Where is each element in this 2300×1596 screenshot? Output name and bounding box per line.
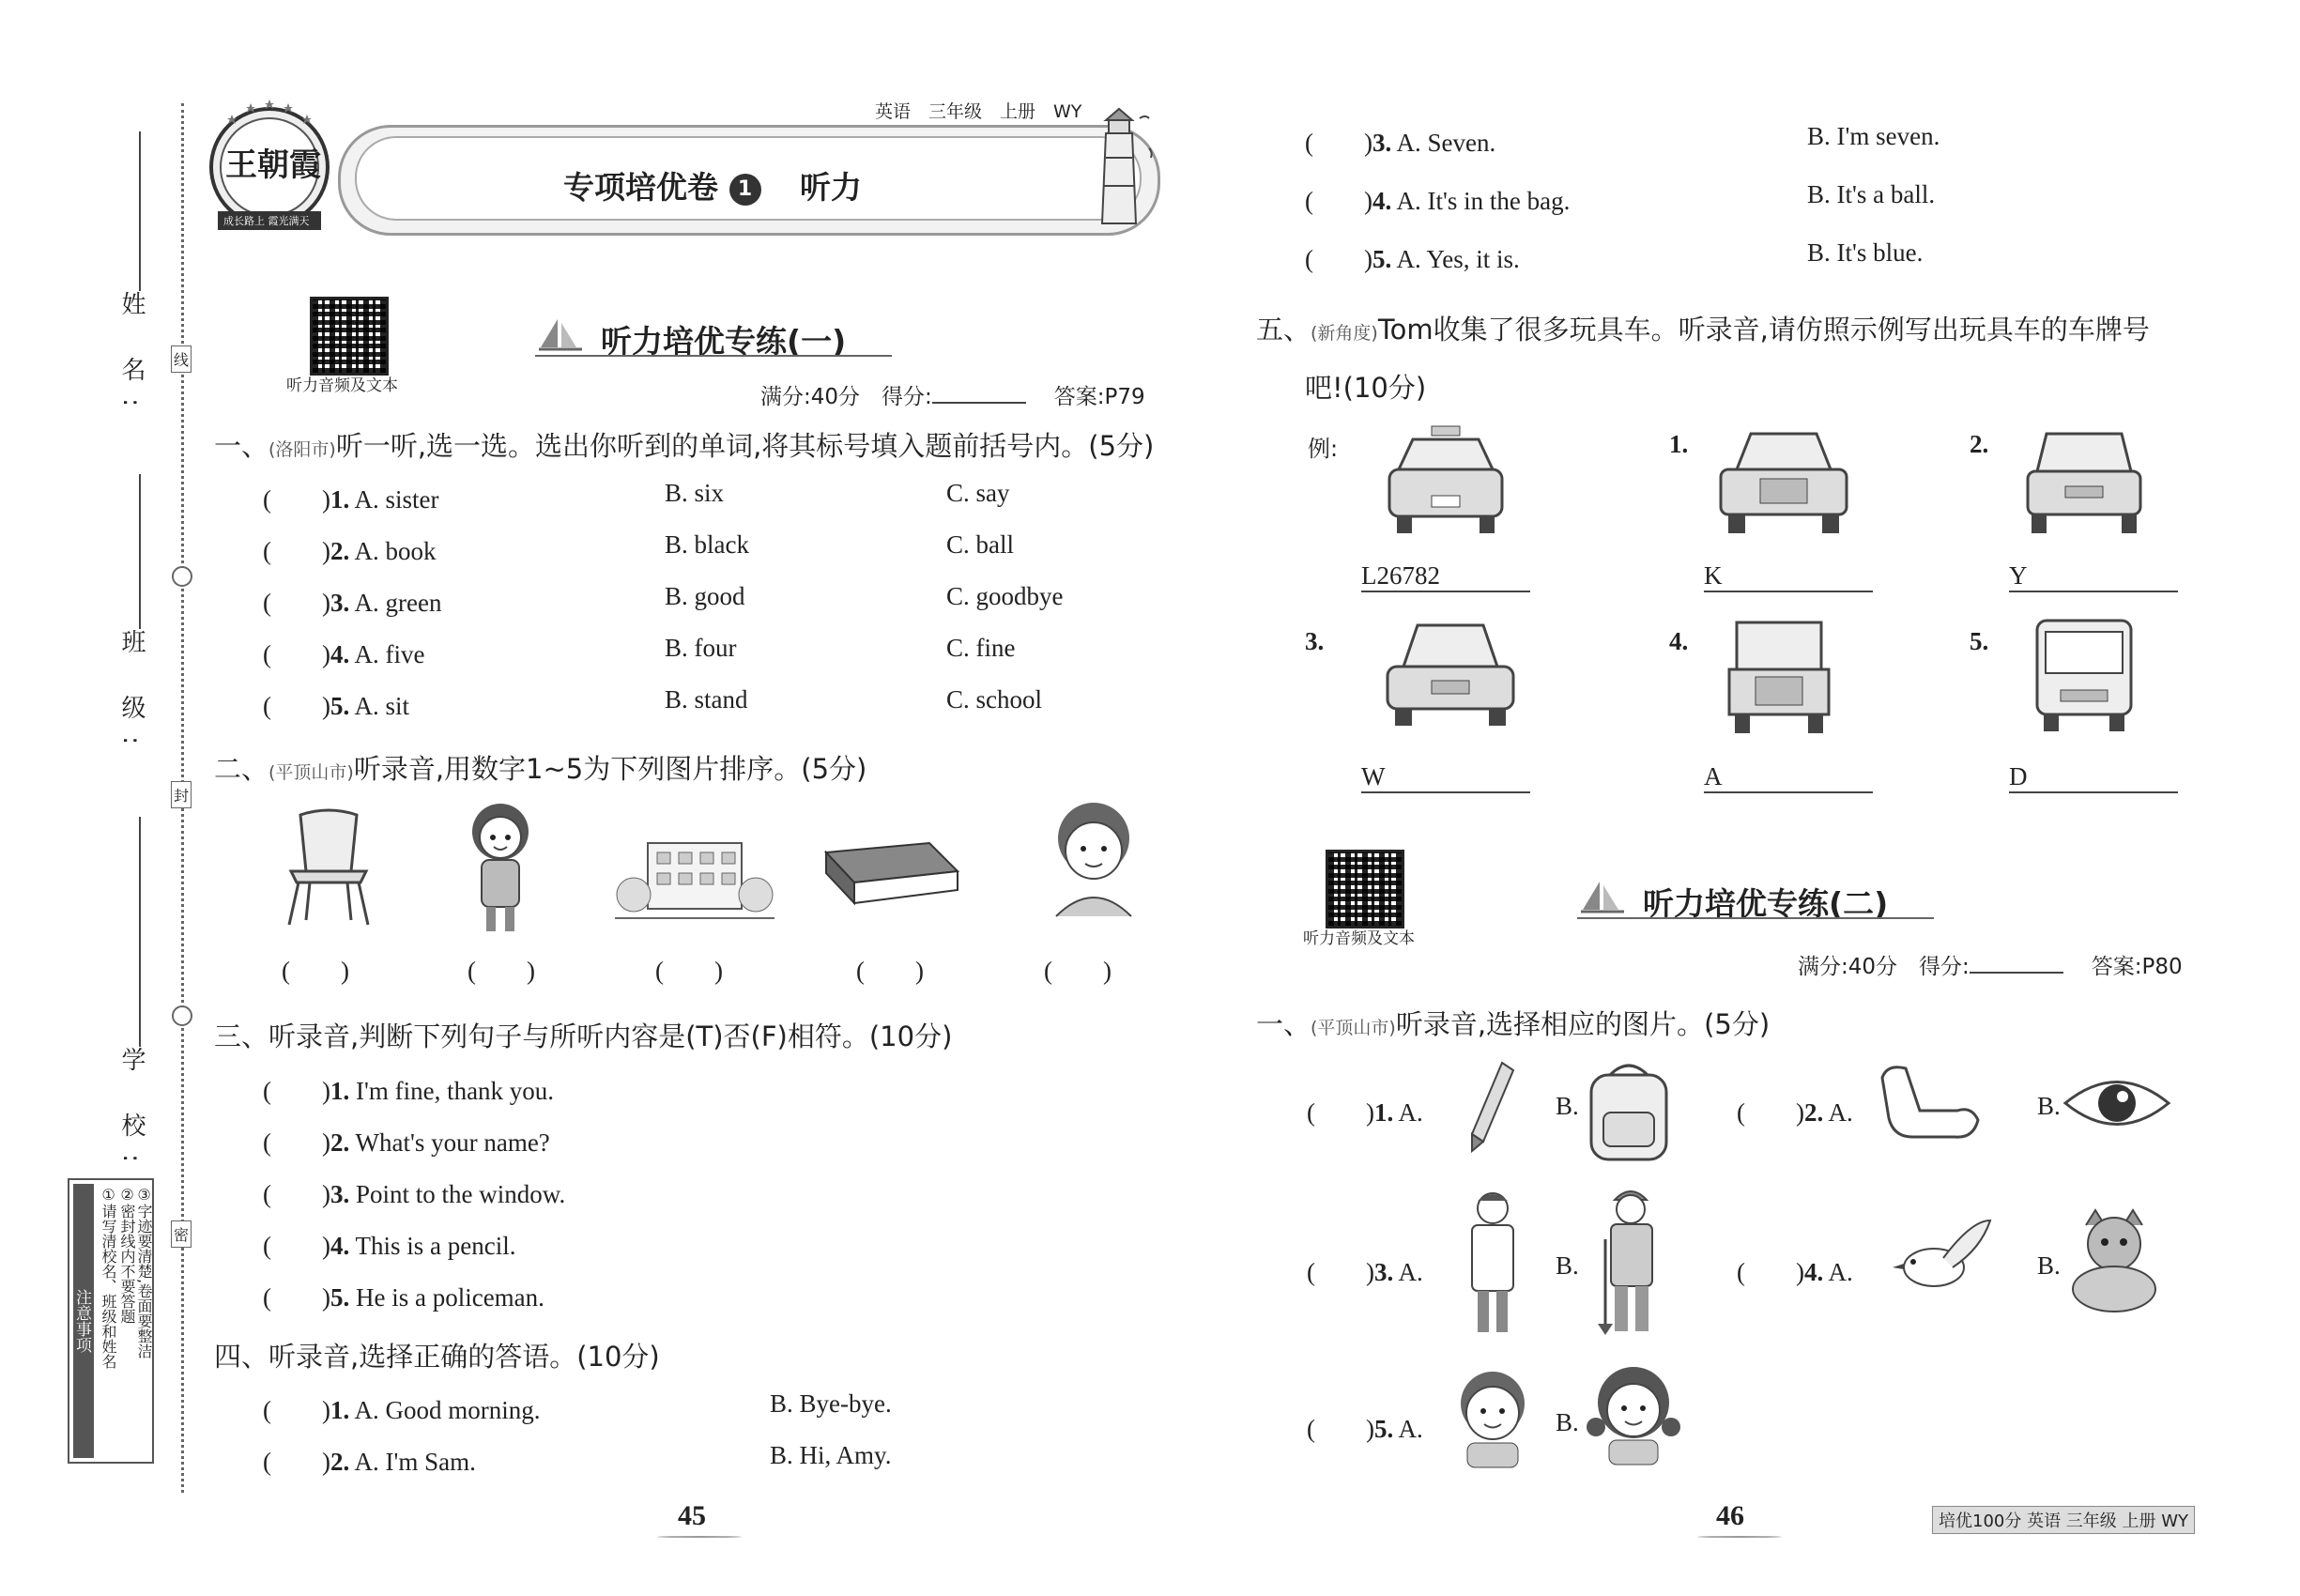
q1-region: (洛阳市) [268,439,336,460]
note-2: ②密封线内不要答题 [118,1186,136,1324]
q5-heading [1256,309,2150,347]
sailboat-icon [537,315,584,357]
q1-option-a: A. sit [354,692,410,720]
q4-option-b: B. Bye-bye. [770,1389,892,1418]
note-3: ③字迹要清楚,卷面要整洁 [135,1186,153,1359]
q4-item [1305,238,2244,297]
q4-option-a: A. It's in the bag. [1396,187,1571,215]
q3-item [263,1070,1108,1122]
q5-number: 五、 [1256,314,1311,345]
school-label: 学 校: [117,1047,146,1180]
q1-option-a: A. green [354,589,442,617]
q5-text: Tom收集了很多玩具车。听录音,请仿照示例写出玩具车的车牌号 [1377,314,2150,345]
note-1: ①请写清校名、班级和姓名 [100,1186,117,1369]
q1-option-b: B. four [665,634,737,662]
q3-item [263,1225,1108,1277]
name-label: 姓 名: [117,291,146,424]
s2-option-b: B. [1556,1092,1579,1120]
cat-icon [2058,1206,2170,1314]
q1-item [263,634,1202,685]
q4-item-number: 4. [1372,187,1392,215]
plate-5-prefix: D [2009,762,2028,790]
s2-item-number: 3. [1373,1258,1394,1286]
plate-1[interactable] [1704,561,1873,592]
section-title-2-underline [1577,917,1934,919]
s2-option-b: B. [2037,1251,2061,1280]
q1-item [263,530,1202,582]
qr-code-right[interactable] [1326,850,1404,928]
seal-circle-1 [172,566,192,587]
q3-item [263,1277,1108,1328]
q1-item-number: 5. [330,692,350,720]
s2-option-a: A. [1828,1098,1853,1127]
q1-option-c: C. ball [946,530,1014,559]
school-line[interactable] [139,817,141,1047]
q2-region: (平顶山市) [268,762,354,783]
class-label: 班 级: [117,629,146,762]
answer-bracket[interactable]: ( ) [263,537,330,565]
example-label: 例: [1308,436,1339,462]
s2-option-a: A. [1398,1258,1423,1286]
q4-option-b: B. It's a ball. [1807,180,1936,208]
answer-bracket[interactable]: ( ) [263,640,330,668]
answer-bracket[interactable]: ( ) [1305,129,1372,157]
q3-item-text: He is a policeman. [355,1283,544,1312]
plate-5[interactable] [2009,762,2178,793]
q1-number: 一、 [214,430,269,462]
q1-item-number: 2. [330,537,350,565]
schoolbag-icon [1577,1056,1680,1164]
q4-cont-list [1305,122,2244,297]
answer-bracket[interactable]: ( ) [1307,1098,1374,1127]
s2-item-number: 2. [1803,1098,1824,1127]
q2-heading [214,748,866,787]
q1-item-number: 4. [330,640,350,668]
q3-item-text: What's your name? [355,1128,550,1157]
s2-option-b: B. [2037,1092,2061,1120]
q1-option-c: C. fine [946,634,1016,662]
answer-bracket[interactable]: ( ) [263,1232,330,1260]
boy-face-icon [1450,1366,1535,1469]
q1-item-number: 1. [330,485,350,514]
q3-item-text: I'm fine, thank you. [355,1077,555,1105]
q4-item [1305,122,2244,180]
q4-item-number: 1. [330,1396,350,1424]
book-icon [817,834,967,918]
plate-3-prefix: W [1361,762,1386,790]
page-number-left: 45 [678,1500,706,1531]
q3-item-number: 2. [330,1128,350,1157]
answer-ref-2: 答案:P80 [2091,955,2183,979]
q1-option-b: B. six [665,479,725,507]
answer-bracket[interactable]: ( ) [1305,245,1372,273]
s2-item-number: 4. [1803,1258,1824,1286]
score-label-2: 满分:40分 得分: [1798,955,1970,979]
q3-item-number: 4. [330,1232,350,1260]
section-title-2: 听力培优专练(二) [1643,885,1889,922]
paper-title-text: 专项培优卷 [563,169,718,206]
s2-q1-number: 一、 [1256,1008,1311,1040]
s2-q1-text: 听录音,选择相应的图片。(5分) [1395,1008,1771,1040]
class-line[interactable] [139,474,141,629]
s2-option-a: A. [1398,1415,1423,1443]
answer-bracket[interactable]: ( ) [263,1077,330,1105]
q1-list [263,479,1202,737]
doctor-icon [1455,1188,1530,1338]
q1-option-c: C. goodbye [946,582,1064,610]
qr-label-left: 听力音频及文本 [286,376,398,395]
answer-bracket[interactable]: ( ) [468,957,535,985]
s2-item-4 [1737,1251,2300,1289]
plate-4[interactable] [1704,762,1873,793]
q4-item [263,1389,1108,1441]
s2-option-b: B. [1556,1408,1579,1436]
girl-face-icon [1587,1361,1680,1469]
answer-bracket[interactable]: ( ) [263,1448,330,1476]
answer-bracket[interactable]: ( ) [263,1180,330,1208]
sailboat-icon [1579,878,1626,919]
paper-title [563,163,862,207]
q4-option-a: A. Good morning. [354,1396,541,1424]
page-number-left-swoosh [657,1536,742,1538]
q1-option-a: A. book [354,537,437,565]
name-line[interactable] [139,131,141,291]
score-line-2 [1798,949,2183,980]
q4-option-a: A. I'm Sam. [354,1448,476,1476]
q4-item-number: 5. [1372,245,1392,273]
s2-item-number: 1. [1373,1098,1394,1127]
s2-q1-region: (平顶山市) [1311,1018,1396,1038]
s2-item-number: 5. [1373,1415,1394,1443]
q2-text: 听录音,用数字1~5为下列图片排序。(5分) [353,753,867,785]
q4-heading: 四、听录音,选择正确的答语。(10分) [214,1341,660,1373]
plate-1-prefix: K [1704,561,1723,590]
s2-option-a: A. [1398,1098,1423,1127]
bird-icon [1887,1211,2000,1314]
taxi-car-icon [1380,422,1511,540]
score-label-1: 满分:40分 得分: [760,385,932,409]
q2-answer-row [282,950,1173,988]
s2-option-b: B. [1556,1251,1579,1280]
q1-item [263,479,1202,530]
answer-bracket[interactable]: ( ) [856,957,924,985]
section-title-1-underline [535,355,892,357]
s2-q1-heading [1256,1004,1770,1042]
q1-item [263,582,1202,634]
q1-option-b: B. good [665,582,745,610]
q4-list [263,1389,1108,1493]
q3-item-number: 3. [330,1180,350,1208]
answer-bracket[interactable]: ( ) [263,1283,330,1312]
q5-heading-cont: 吧!(10分) [1305,372,1427,404]
q1-item [263,685,1202,737]
answer-bracket[interactable]: ( ) [263,485,330,514]
q3-item [263,1174,1108,1225]
q1-heading [214,425,1154,464]
answer-bracket[interactable]: ( ) [263,589,330,617]
q1-option-a: A. five [354,640,425,668]
car-label-3: 3. [1305,627,1325,655]
answer-bracket[interactable]: ( ) [263,1128,330,1157]
q3-list [263,1070,1108,1328]
minivan-icon [2018,422,2150,540]
sedan-car-icon [1380,615,1521,732]
plate-3[interactable] [1361,762,1530,793]
worker-icon [1588,1183,1673,1338]
arm-icon [1873,1059,1986,1153]
q1-option-a: A. sister [354,485,439,514]
bus-icon [2023,615,2145,737]
q4-option-a: A. Yes, it is. [1396,245,1520,273]
plate-2[interactable] [2009,561,2178,592]
s2-option-a: A. [1828,1258,1853,1286]
q4-item [1305,180,2244,238]
brand-logo [199,94,340,235]
q1-text: 听一听,选一选。选出你听到的单词,将其标号填入题前括号内。(5分) [335,430,1155,462]
girl-icon [449,796,552,937]
answer-bracket[interactable]: ( ) [1307,1415,1374,1443]
plate-example-text: L26782 [1361,561,1440,590]
q3-item-number: 1. [330,1077,350,1105]
answer-ref-1: 答案:P79 [1053,385,1145,409]
answer-bracket[interactable]: ( ) [263,1396,330,1424]
q2-number: 二、 [214,753,269,785]
q1-option-c: C. school [946,685,1043,714]
answer-bracket[interactable]: ( ) [1737,1258,1804,1286]
q4-item [263,1441,1108,1493]
qr-code-left[interactable] [310,297,389,376]
page-number-right: 46 [1716,1500,1744,1531]
q4-option-b: B. I'm seven. [1807,122,1940,150]
seal-mark-dense: 密 [171,1220,192,1248]
section-title-1: 听力培优专练(一) [601,323,847,360]
truck-icon [1718,615,1840,737]
qr-label-right: 听力音频及文本 [1303,929,1415,948]
car-label-4: 4. [1669,627,1689,655]
q1-item-number: 3. [330,589,350,617]
logo-text: 王朝霞 [225,146,321,184]
q4-option-b: B. It's blue. [1807,238,1924,267]
score-blank-2[interactable] [1970,972,2063,974]
score-blank-1[interactable] [932,402,1026,404]
school-icon [615,815,774,928]
footer-tag: 培优100分 英语 三年级 上册 WY [1932,1506,2195,1534]
notes-box [68,1178,154,1464]
q3-heading: 三、听录音,判断下列句子与所听内容是(T)否(F)相符。(10分) [214,1021,953,1052]
logo-sub: 成长路上 霞光满天 [223,215,310,227]
boy-icon [1033,796,1155,918]
lighthouse-icon [1078,101,1162,233]
car-label-2: 2. [1970,430,1989,458]
answer-bracket[interactable]: ( ) [1044,957,1112,985]
score-line-1 [760,379,1145,410]
vintage-car-icon [1713,422,1854,540]
answer-bracket[interactable]: ( ) [282,957,349,985]
s2-item-2 [1737,1092,2300,1129]
q4-option-b: B. Hi, Amy. [770,1441,892,1469]
q3-item-text: This is a pencil. [355,1232,516,1260]
plate-example [1361,561,1530,592]
answer-bracket[interactable]: ( ) [1737,1098,1804,1127]
paper-topic: 听力 [800,169,862,206]
notes-title: 注意事项 [73,1184,94,1458]
seal-mark-line: 线 [171,345,192,373]
q5-region: (新角度) [1311,323,1378,344]
q3-item [263,1122,1108,1174]
q4-item-number: 3. [1372,129,1392,157]
page-number-right-swoosh [1697,1536,1782,1538]
plate-2-prefix: Y [2009,561,2028,590]
chair-icon [272,806,385,928]
q1-option-c: C. say [946,479,1010,507]
pencil-icon [1464,1059,1521,1153]
q4-option-a: A. Seven. [1396,129,1496,157]
q4-item-number: 2. [330,1448,350,1476]
eye-icon [2061,1070,2173,1136]
paper-num-badge: 1 [729,174,761,206]
q3-item-number: 5. [330,1283,350,1312]
answer-bracket[interactable]: ( ) [655,957,723,985]
q3-item-text: Point to the window. [355,1180,566,1208]
seal-circle-2 [172,1005,192,1026]
answer-bracket[interactable]: ( ) [263,692,330,720]
car-label-5: 5. [1970,627,1989,655]
answer-bracket[interactable]: ( ) [1307,1258,1374,1286]
q1-option-b: B. stand [665,685,748,714]
header-crumb: 英语 三年级 上册 WY [875,101,1082,122]
car-label-1: 1. [1669,430,1689,458]
q1-option-b: B. black [665,530,749,559]
answer-bracket[interactable]: ( ) [1305,187,1372,215]
plate-4-prefix: A [1704,762,1723,790]
seal-mark-seal: 封 [171,781,192,808]
